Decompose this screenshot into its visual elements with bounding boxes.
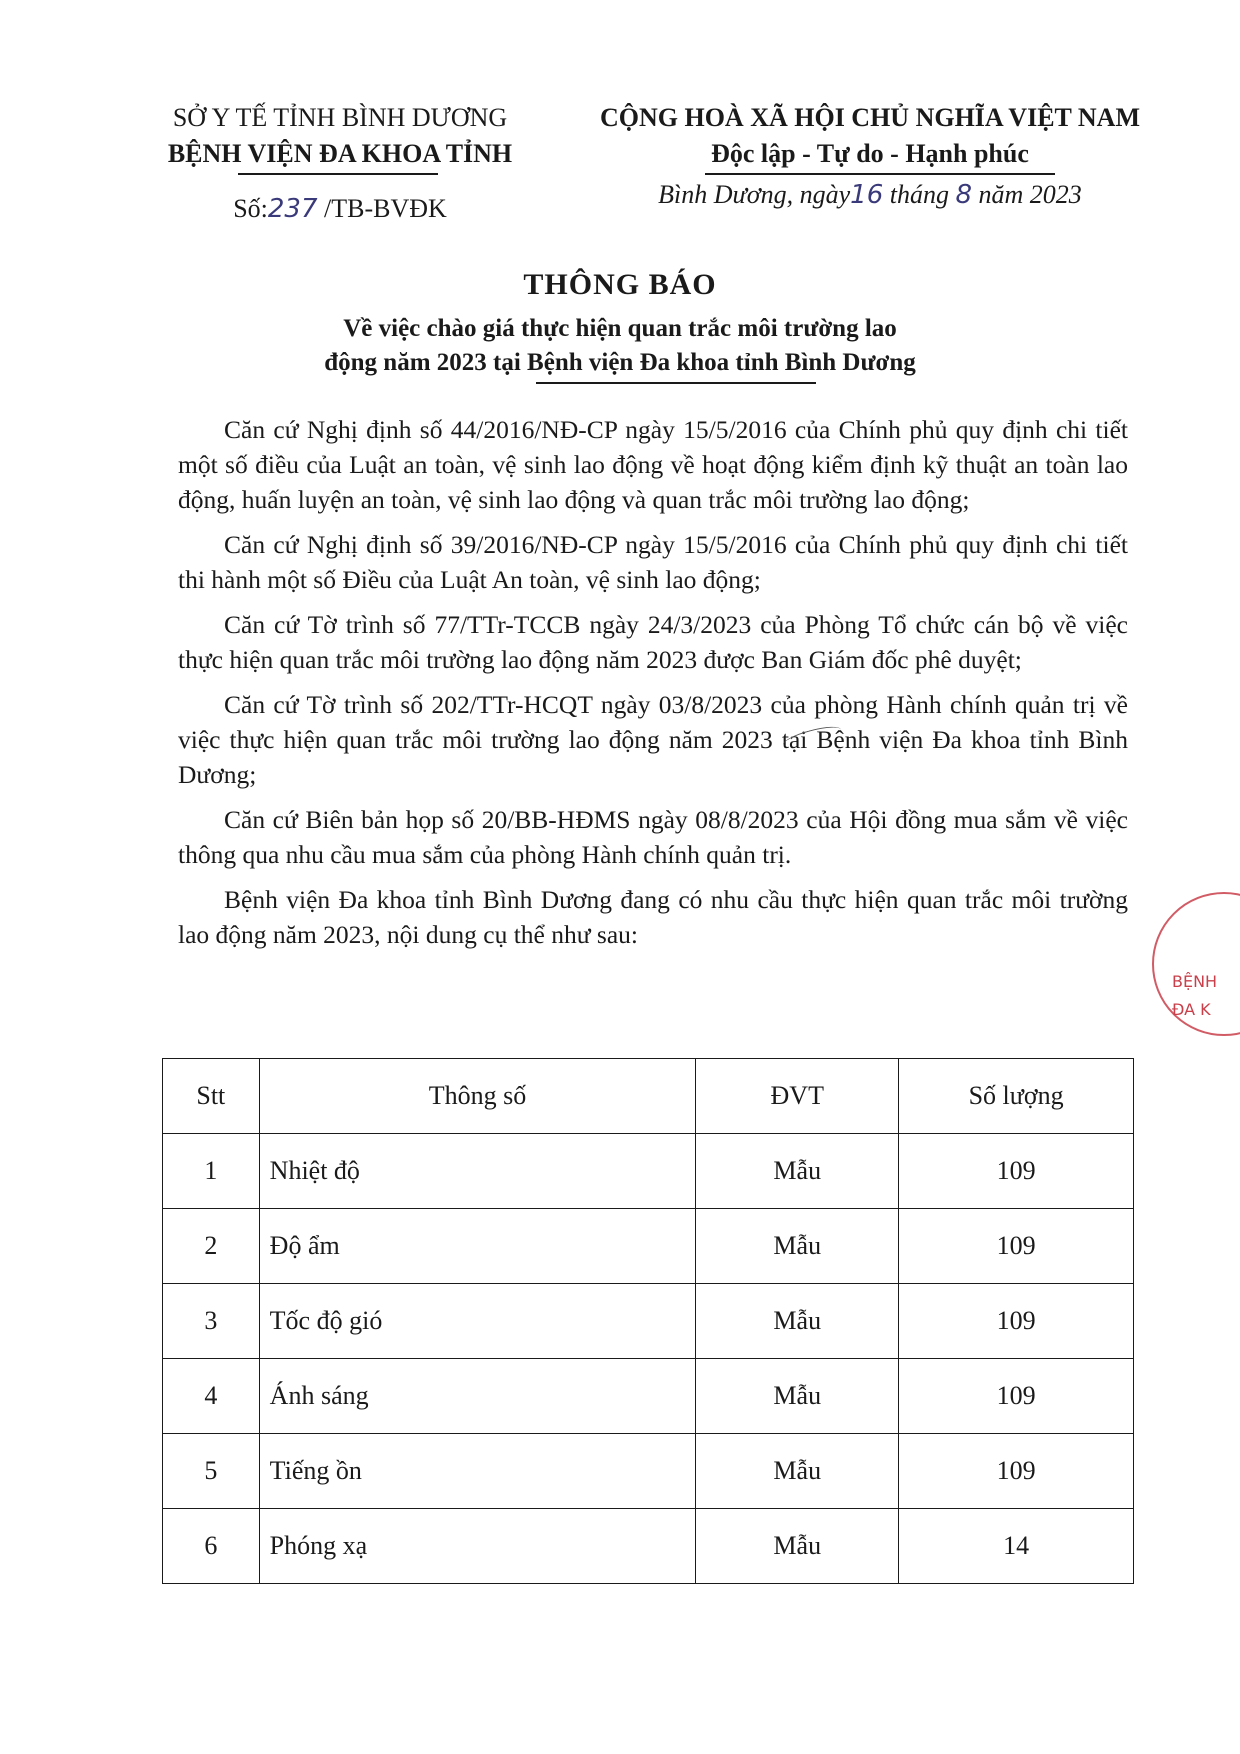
paragraph: Căn cứ Tờ trình số 77/TTr-TCCB ngày 24/3/2023 của Phòng Tổ chức cán bộ về việc thực hiện quan trắc môi trường lao động năm 2023 được Ban Giám đốc phê duyệt; [178,610,1128,674]
cell-stt: 6 [163,1509,260,1584]
hospital-name: BỆNH VIỆN ĐA KHOA TỈNH [167,139,513,168]
cell-param: Ánh sáng [259,1359,696,1434]
paragraph: Căn cứ Nghị định số 44/2016/NĐ-CP ngày 15/5/2016 của Chính phủ quy định chi tiết một số điều của Luật an toàn, vệ sinh lao động về hoạt động kiểm định kỹ thuật an toàn lao động, huấn luyện an toàn, vệ sinh lao động và quan trắc môi trường lao động; [178,415,1128,514]
table-row [163,1134,1134,1209]
document-number [150,194,530,224]
seal-text [1172,968,1217,1024]
motto-rule [705,173,1055,175]
header-left-rule [238,173,438,175]
cell-qty: 109 [899,1359,1134,1434]
agency-name: SỞ Y TẾ TỈNH BÌNH DƯƠNG [172,103,508,132]
date-line [570,180,1170,210]
month-handwritten: 8 [955,180,973,210]
subtitle-line-2: động năm 2023 tại Bệnh viện Đa khoa tỉnh Bình Dương [324,349,916,376]
paragraph: Căn cứ Tờ trình số 202/TTr-HCQT ngày 03/8/2023 của phòng Hành chính quản trị về việc thực hiện quan trắc môi trường lao động năm 2023 tại Bệnh viện Đa khoa tỉnh Bình Dương; [178,690,1128,789]
cell-qty: 109 [899,1284,1134,1359]
number-handwritten: 237 [267,194,318,224]
cell-qty: 109 [899,1209,1134,1284]
paragraph: Căn cứ Biên bản họp số 20/BB-HĐMS ngày 08/8/2023 của Hội đồng mua sắm về việc thông qua nhu cầu mua sắm của phòng Hành chính quản trị. [178,805,1128,869]
cell-param: Tốc độ gió [259,1284,696,1359]
date-place: Bình Dương, ngày [658,180,851,209]
table-row [163,1284,1134,1359]
year-label: năm 2023 [972,180,1082,209]
cell-unit: Mẫu [696,1284,899,1359]
cell-param: Độ ẩm [259,1209,696,1284]
table-header-row [163,1059,1134,1134]
cell-param: Tiếng ồn [259,1434,696,1509]
cell-stt: 1 [163,1134,260,1209]
country-name: CỘNG HOÀ XÃ HỘI CHỦ NGHĨA VIỆT NAM [599,103,1141,132]
seal-line-2: ĐA K [1172,1000,1211,1019]
col-header-qty: Số lượng [899,1059,1134,1134]
document-body [178,412,1128,962]
cell-unit: Mẫu [696,1134,899,1209]
title-rule [536,382,816,384]
cell-qty: 109 [899,1134,1134,1209]
number-suffix: /TB-BVĐK [317,194,447,223]
day-handwritten: 16 [850,180,884,210]
cell-stt: 2 [163,1209,260,1284]
table-row [163,1509,1134,1584]
motto: Độc lập - Tự do - Hạnh phúc [711,139,1029,168]
cell-stt: 4 [163,1359,260,1434]
col-header-stt: Stt [163,1059,260,1134]
table-row [163,1434,1134,1509]
number-prefix: Số: [233,194,268,223]
cell-unit: Mẫu [696,1359,899,1434]
subtitle-line-1: Về việc chào giá thực hiện quan trắc môi trường lao [343,315,897,342]
col-header-unit: ĐVT [696,1059,899,1134]
cell-unit: Mẫu [696,1209,899,1284]
cell-qty: 14 [899,1509,1134,1584]
parameter-table [162,1058,1134,1584]
document-title: THÔNG BÁO [523,268,717,301]
cell-unit: Mẫu [696,1434,899,1509]
month-label: tháng [883,180,956,209]
header-left [150,100,530,172]
table-row [163,1359,1134,1434]
cell-stt: 3 [163,1284,260,1359]
paragraph: Căn cứ Nghị định số 39/2016/NĐ-CP ngày 15/5/2016 của Chính phủ quy định chi tiết thi hành một số Điều của Luật An toàn, vệ sinh lao động; [178,530,1128,594]
seal-line-1: BỆNH [1172,972,1218,991]
cell-qty: 109 [899,1434,1134,1509]
cell-param: Phóng xạ [259,1509,696,1584]
cell-param: Nhiệt độ [259,1134,696,1209]
header-right [570,100,1170,172]
table-row [163,1209,1134,1284]
paragraph: Bệnh viện Đa khoa tỉnh Bình Dương đang có nhu cầu thực hiện quan trắc môi trường lao động năm 2023, nội dung cụ thể như sau: [178,885,1128,949]
col-header-param: Thông số [259,1059,696,1134]
cell-unit: Mẫu [696,1509,899,1584]
document-subtitle [270,312,970,380]
cell-stt: 5 [163,1434,260,1509]
